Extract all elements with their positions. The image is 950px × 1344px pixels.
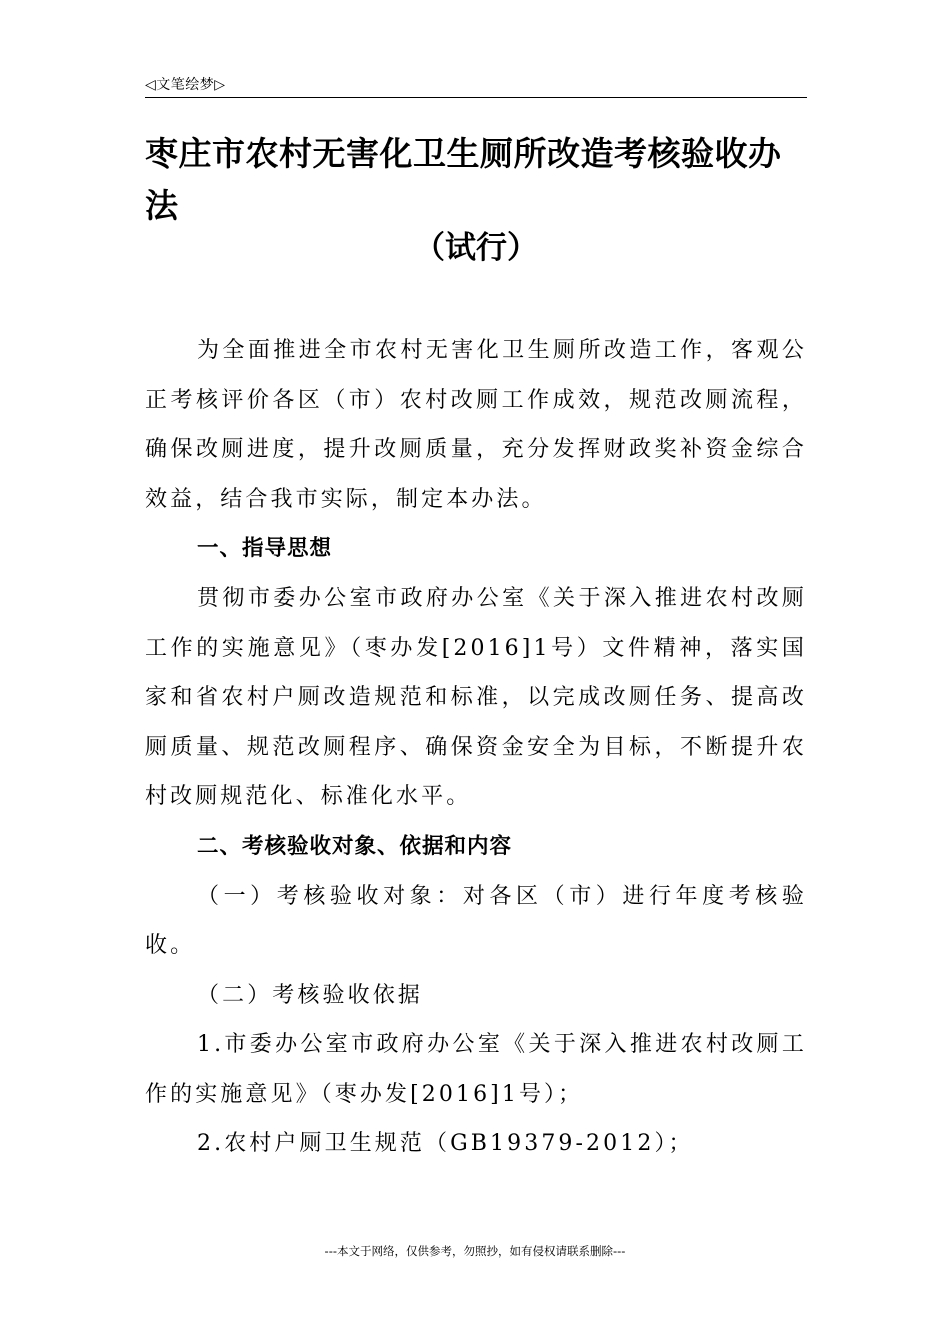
paragraph-basis-2: 2.农村户厕卫生规范（GB19379-2012）；	[197, 1131, 694, 1156]
document-title: 枣庄市农村无害化卫生厕所改造考核验收办法	[145, 134, 782, 225]
section-heading-2: 二、考核验收对象、依据和内容	[197, 833, 513, 859]
header-divider	[145, 97, 807, 98]
paragraph-basis-1: 1.市委办公室市政府办公室《关于深入推进农村改厕工作的实施意见》（枣办发[2016]1号）；	[145, 1032, 807, 1107]
header-text: ◁文笔绘梦▷	[145, 77, 226, 93]
document-subtitle: （试行）	[414, 230, 538, 266]
footer-disclaimer: ---本文于网络，仅供参考，勿照抄，如有侵权请联系删除---	[324, 1244, 626, 1258]
paragraph-intro: 为全面推进全市农村无害化卫生厕所改造工作，客观公正考核评价各区（市）农村改厕工作成效，规范改厕流程，确保改厕进度，提升改厕质量，充分发挥财政奖补资金综合效益，结合我市实际，制定本办法。	[145, 338, 807, 512]
document-body	[145, 326, 807, 1169]
paragraph-assessment-target: （一）考核验收对象：对各区（市）进行年度考核验收。	[145, 883, 807, 958]
section-heading-1: 一、指导思想	[197, 536, 333, 561]
paragraph-basis-heading: （二）考核验收依据	[197, 982, 423, 1008]
paragraph-guiding-thought: 贯彻市委办公室市政府办公室《关于深入推进农村改厕工作的实施意见》（枣办发[2016]1号）文件精神，落实国家和省农村户厕改造规范和标准，以完成改厕任务、提高改厕质量、规范改厕程序、确保资金安全为目标，不断提升农村改厕规范化、标准化水平。	[145, 586, 807, 809]
